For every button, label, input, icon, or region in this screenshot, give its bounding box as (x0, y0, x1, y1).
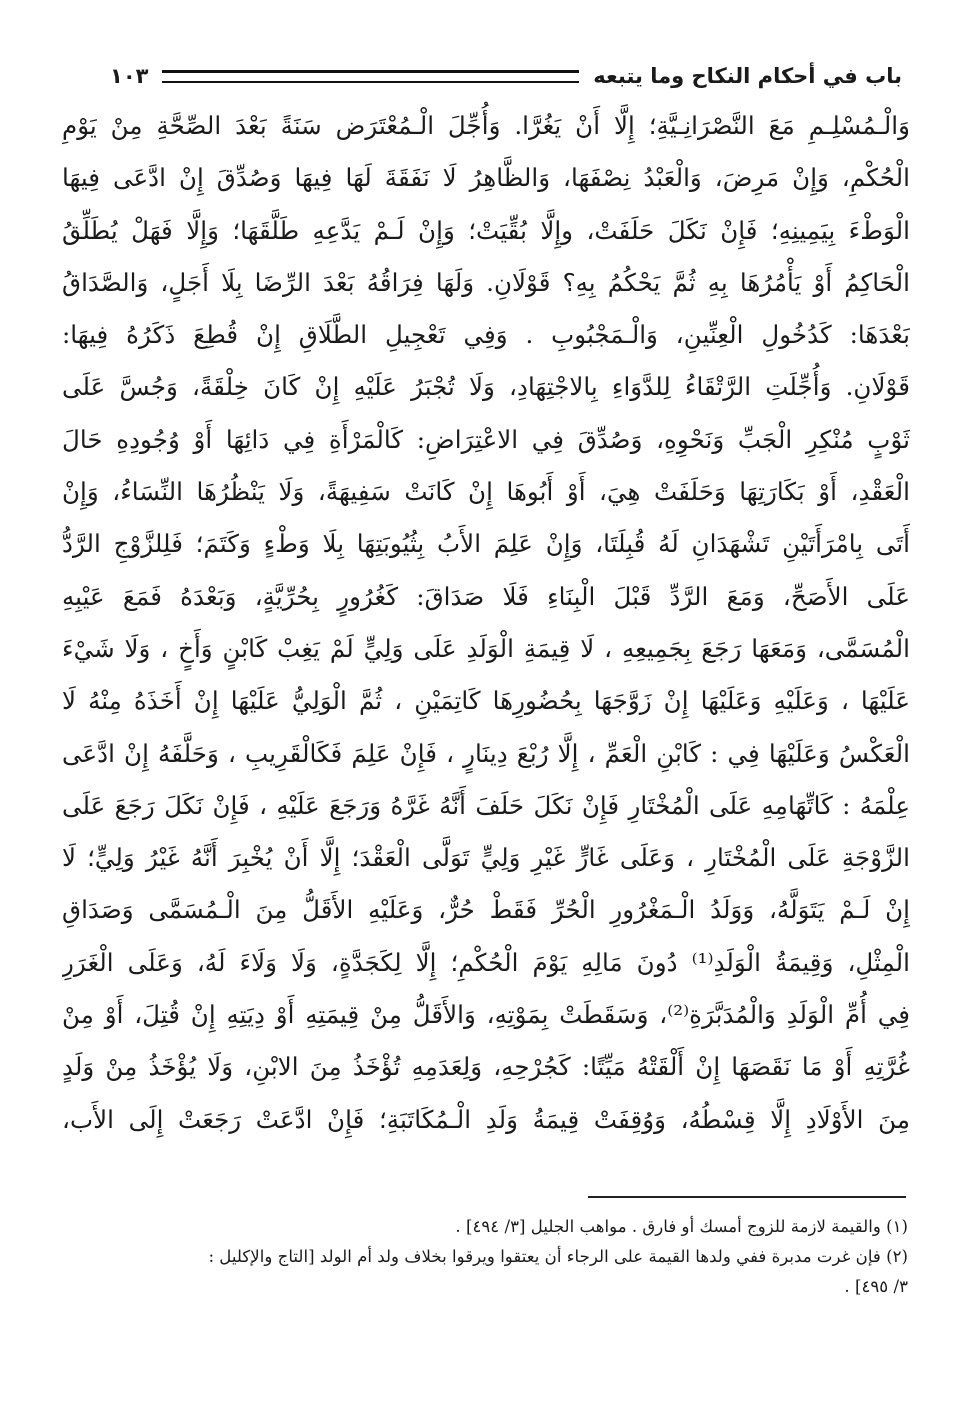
text-line: ثَوْبٍ مُنْكِرِ الْجَبِّ وَنَحْوِهِ، وَصُدِّقَ فِي الاعْتِرَاضِ: كَالْمَرْأَةِ فِي دَائِهَا أَوْ وُجُودِهِ حَالَ (62, 424, 910, 454)
text-line: قَوْلَانِ. وَأُجِّلَتِ الرَّتْقَاءُ لِلدَّوَاءِ بِالاجْتِهَادِ، وَلَا تُجْبَرُ عَلَيْهِ إِنْ كَانَ خِلْقَةً، وَجُسَّ عَلَى (62, 372, 910, 402)
text-line: الْمُسَمَّى، وَمَعَهَا رَجَعَ بِجَمِيعِهِ ، لَا قِيمَةِ الْوَلَدِ عَلَى وَلِيٍّ لَمْ يَغِبْ كَابْنٍ وَأَخٍ ، وَلَا شَيْءَ (62, 633, 910, 663)
page-header (110, 58, 902, 94)
footnote-1: (١) والقيمة لازمة للزوج أمسك أو فارق . مواهب الجليل [٣/ ٤٩٤] . (455, 1217, 908, 1236)
header-rule (162, 70, 579, 83)
text-line: غُرَّتِهِ أَوْ مَا نَقَصَهَا إِنْ أَلْقَتْهُ مَيِّتًا: كَجُرْحِهِ، وَلِعَدَمِهِ تُؤْخَذُ مِنَ الابْنِ، وَلَا يُؤْخَذُ مِنْ وَلَدٍ (62, 1052, 910, 1082)
text-line: الْوَطْءَ بِيَمِينِهِ؛ فَإِنْ نَكَلَ حَلَفَتْ، وإِلَّا بُقِّيَتْ؛ وَإِنْ لَـمْ يَدَّعِهِ طَلَّقَهَا؛ وَإِلَّا فَهَلْ يُطَلِّقُ (62, 215, 910, 245)
text-line: مِنَ الأَوْلَادِ إِلَّا قِسْطُهُ، وَوُقِفَتْ قِيمَةُ وَلَدِ الْـمُكَاتَبَةِ؛ فَإِنْ ادَّعَتْ رَجَعَتْ إِلَى الأَب، (62, 1104, 910, 1134)
text-line: إِنْ لَـمْ يَتَوَلَّهُ، وَوَلَدُ الْـمَغْرُورِ الْحُرِّ فَقَطْ حُرٌّ، وَعَلَيْهِ الأَقَلُّ مِنَ الْـمُسَمَّى وَصَدَاقِ (62, 895, 910, 925)
text-line: الْحُكْمِ، وَإِنْ مَرِضَ، وَالْعَبْدُ نِصْفَهَا، وَالظَّاهِرُ لَا نَفَقَةَ لَهَا فِيهَا وَصُدِّقَ إِنْ ادَّعَى فِيهَا (62, 163, 910, 193)
text-line: الْعَكْسُ وَعَلَيْهَا فِي : كَابْنِ الْعَمِّ ، إِلَّا رُبْعَ دِينَارٍ ، فَإِنْ عَلِمَ فَكَالْقَرِيبِ ، وَحَلَّفَهُ إِنْ ادَّعَى (62, 738, 910, 768)
text-line: عَلَيْهَا ، وَعَلَيْهِ وَعَلَيْهَا إِنْ زَوَّجَهَا بِحُضُورِهَا كَاتِمَيْنِ ، ثُمَّ الْوَلِيُّ عَلَيْهَا إِنْ أَخَذَهُ مِنْهُ لَا (62, 686, 910, 716)
main-text (62, 100, 910, 1146)
footnote-separator (588, 1196, 906, 1198)
text-line: الْعَقْدِ، أَوْ بَكَارَتِهَا وَحَلَفَتْ هِيَ، أَوْ أَبُوهَا إِنْ كَانَتْ سَفِيهَةً، وَلَا يَنْظُرُهَا النِّسَاءُ، وَإِنْ (62, 477, 910, 507)
page-number: ١٠٣ (110, 64, 149, 88)
text-line: الْحَاكِمُ أَوْ يَأْمُرُهَا بِهِ ثُمَّ يَحْكُمُ بِهِ؟ قَوْلَانِ. وَلَهَا فِرَاقُهُ بَعْدَ الرِّضَا بِلَا أَجَلٍ، وَالصَّدَاقُ (62, 267, 910, 297)
text-line: عَلَى الأَصَحِّ، وَمَعَ الرَّدِّ قَبْلَ الْبِنَاءِ فَلَا صَدَاقَ: كَغُرُورٍ بِحُرِّيَّةٍ، وَبَعْدَهُ فَمَعَ عَيْبِهِ (62, 581, 910, 611)
footnote-2-continued: ٣/ ٤٩٥] . (844, 1277, 908, 1296)
text-line: وَالْـمُسْلِـمِ مَعَ النَّصْرَانِـيَّةِ؛ إِلَّا أَنْ يَغُرَّا. وَأُجِّلَ الْـمُعْتَرَض سَنَةً بَعْدَ الصِّحَّةِ مِنْ يَوْمِ (62, 111, 910, 140)
text-line: أَتَى بِامْرَأَتَيْنِ تَشْهَدَانِ لَهُ قُبِلَتَا، وَإِنْ عَلِمَ الأَبُ بِثُيُوبَتِهَا بِلَا وَطْءٍ وَكَتَمَ؛ فَلِلزَّوْجِ الرَّدُّ (62, 529, 910, 559)
text-line: الزَّوْجَةِ عَلَى الْمُخْتَارِ ، وَعَلَى غَارٍّ غَيْرِ وَلِيٍّ تَوَلَّى الْعَقْدَ؛ إِلَّا أَنْ يُخْبِرَ أَنَّهُ غَيْرُ وَلِيٍّ؛ لَا (62, 843, 910, 873)
text-line: عِلْمَهُ : كَاتِّهَامِهِ عَلَى الْمُخْتَارِ فَإِنْ نَكَلَ حَلَفَ أَنَّهُ غَرَّهُ وَرَجَعَ عَلَيْهِ ، فَإِنْ نَكَلَ رَجَعَ عَلَى (62, 790, 910, 820)
text-line: الْمِثْلِ، وَقِيمَةُ الْوَلَدِ⁽¹⁾ دُونَ مَالِهِ يَوْمَ الْحُكْمِ؛ إِلَّا لِكَجَدَّةٍ، وَلَا وَلَاءَ لَهُ، وَعَلَى الْغَرَرِ (62, 947, 910, 977)
footnote-2: (٢) فإن غرت مدبرة ففي ولدها القيمة على الرجاء أن يعتقوا ويرقوا بخلاف ولد أم الولد [التاج والإكليل : (208, 1247, 908, 1266)
text-line: فِي أُمِّ الْوَلَدِ وَالْمُدَبَّرَةِ⁽²⁾، وَسَقَطَتْ بِمَوْتِهِ، وَالأَقَلُّ مِنْ قِيمَتِهِ أَوْ دِيَتِهِ إِنْ قُتِلَ، أَوْ مِنْ (62, 1000, 910, 1030)
text-line: بَعْدَهَا: كَدُخُولِ الْعِنِّينِ، وَالْـمَجْبُوبِ . وَفِي تَعْجِيلِ الطَّلَاقِ إِنْ قُطِعَ ذَكَرُهُ فِيهَا: (62, 320, 910, 350)
chapter-title: باب في أحكام النكاح وما يتبعه (593, 64, 902, 88)
footnotes (80, 1212, 908, 1302)
